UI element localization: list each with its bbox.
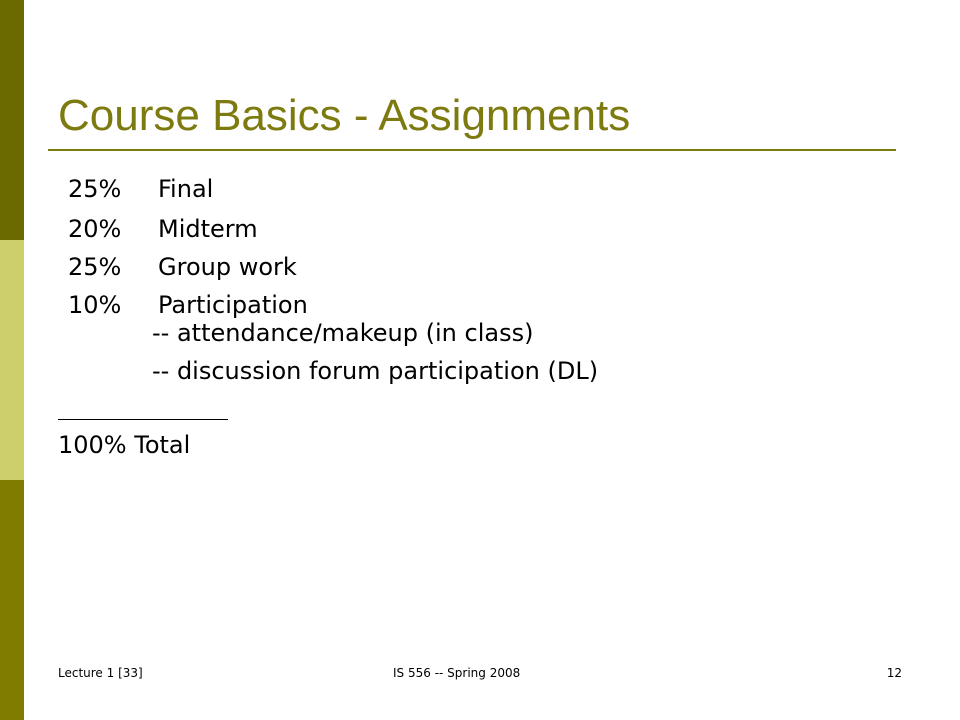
grade-item-percent: 25% [68, 175, 122, 203]
grade-item-percent: 20% [68, 215, 122, 243]
grade-item-final [68, 174, 213, 204]
grade-item-participation [68, 290, 308, 320]
participation-sub-item: -- attendance/makeup (in class) [152, 319, 534, 347]
title-underline [48, 149, 896, 151]
grade-item-label: Final [158, 175, 214, 203]
sidebar-accent-top [0, 0, 24, 240]
footer-course: IS 556 -- Spring 2008 [393, 666, 521, 680]
grade-item-group-work [68, 252, 297, 282]
footer-lecture: Lecture 1 [33] [58, 666, 143, 680]
total-divider [58, 419, 228, 420]
sidebar-accent-middle [0, 240, 24, 480]
grade-item-label: Group work [158, 253, 297, 281]
grade-item-midterm [68, 214, 258, 244]
grade-item-percent: 10% [68, 291, 122, 319]
slide-title: Course Basics - Assignments [58, 91, 631, 140]
grade-item-label: Midterm [158, 215, 258, 243]
sidebar-accent-bottom [0, 480, 24, 720]
grade-total: 100% Total [58, 431, 191, 459]
participation-sub-item: -- discussion forum participation (DL) [152, 357, 599, 385]
footer-page-number: 12 [886, 666, 902, 680]
grade-item-percent: 25% [68, 253, 122, 281]
grade-item-label: Participation [158, 291, 308, 319]
